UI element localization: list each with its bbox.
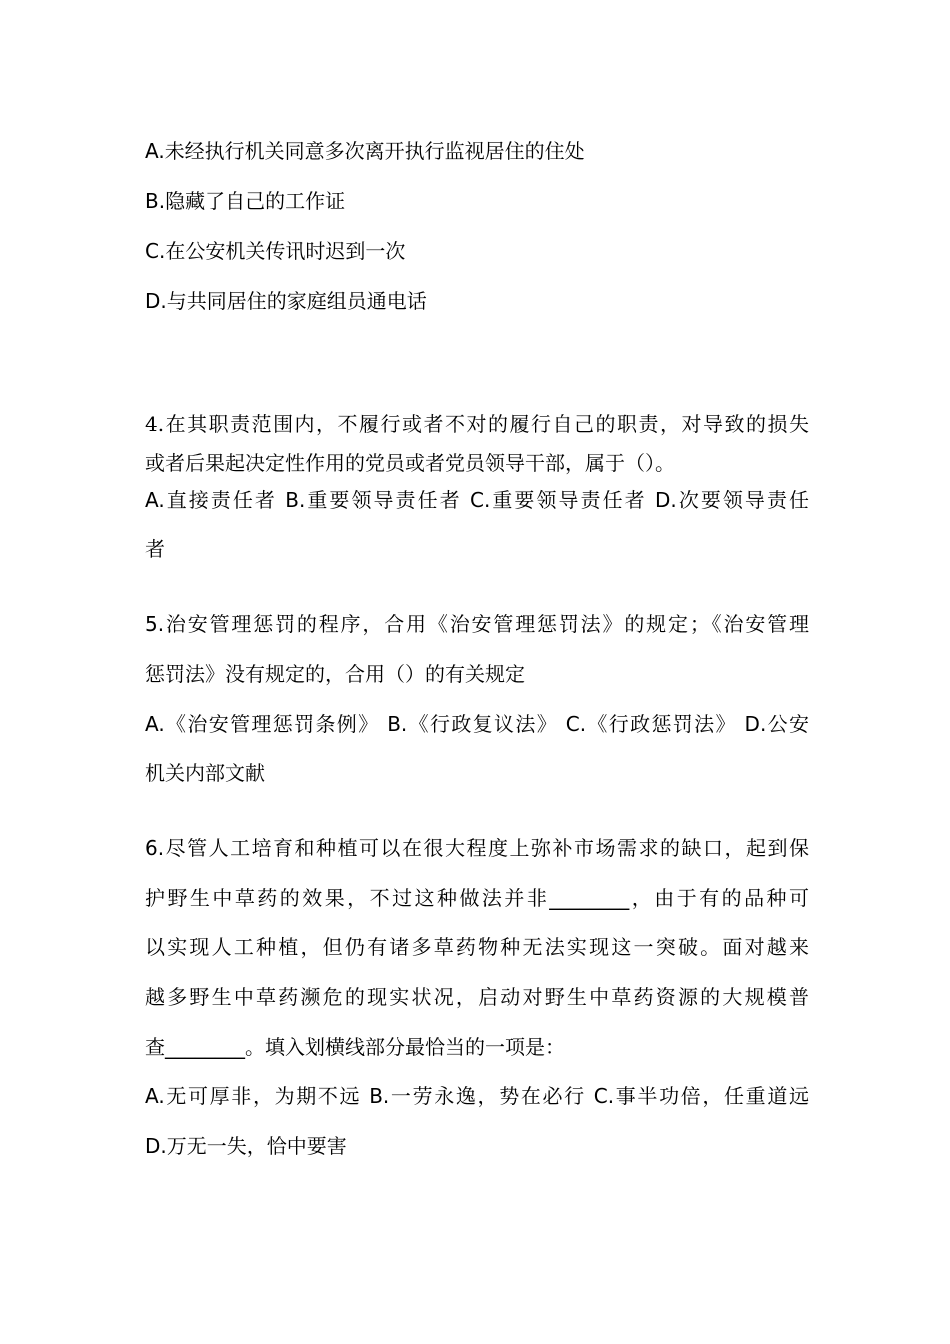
q3-option-b: B.隐藏了自己的工作证: [145, 189, 346, 213]
q3-option-d: D.与共同居住的家庭组员通电话: [145, 289, 427, 313]
q6-stem-line-4: 越多野生中草药濒危的现实状况，启动对野生中草药资源的大规模普: [145, 985, 809, 1009]
q3-option-a: A.未经执行机关同意多次离开执行监视居住的住处: [145, 139, 585, 163]
q3-option-c: C.在公安机关传讯时迟到一次: [145, 239, 406, 263]
q6-stem-line-5: 查________。填入划横线部分最恰当的一项是：: [145, 1035, 565, 1059]
q5-stem-line-2: 惩罚法》没有规定的，合用（）的有关规定: [145, 662, 525, 686]
q5-options-line-1: A.《治安管理惩罚条例》 B.《行政复议法》 C.《行政惩罚法》 D.公安: [145, 712, 809, 736]
q4-options-line-1: A.直接责任者 B.重要领导责任者 C.重要领导责任者 D.次要领导责任: [145, 488, 809, 512]
q5-stem-line-1: 5.治安管理惩罚的程序，合用《治安管理惩罚法》的规定；《治安管理: [145, 612, 809, 636]
q5-options-line-2: 机关内部文献: [145, 761, 265, 785]
q4-options-line-2: 者: [145, 537, 165, 561]
q4-stem-line-2: 或者后果起决定性作用的党员或者党员领导干部，属于（）。: [145, 451, 675, 475]
q6-stem-line-1: 6.尽管人工培育和种植可以在很大程度上弥补市场需求的缺口，起到保: [145, 836, 809, 860]
q6-stem-line-2: 护野生中草药的效果，不过这种做法并非________，由于有的品种可: [145, 886, 809, 910]
q4-stem-line-1: 4.在其职责范围内，不履行或者不对的履行自己的职责，对导致的损失: [145, 412, 809, 436]
q6-stem-line-3: 以实现人工种植，但仍有诸多草药物种无法实现这一突破。面对越来: [145, 935, 809, 959]
q6-options-line-1: A.无可厚非，为期不远 B.一劳永逸，势在必行 C.事半功倍，任重道远: [145, 1084, 809, 1108]
q6-options-line-2: D.万无一失，恰中要害: [145, 1134, 347, 1158]
